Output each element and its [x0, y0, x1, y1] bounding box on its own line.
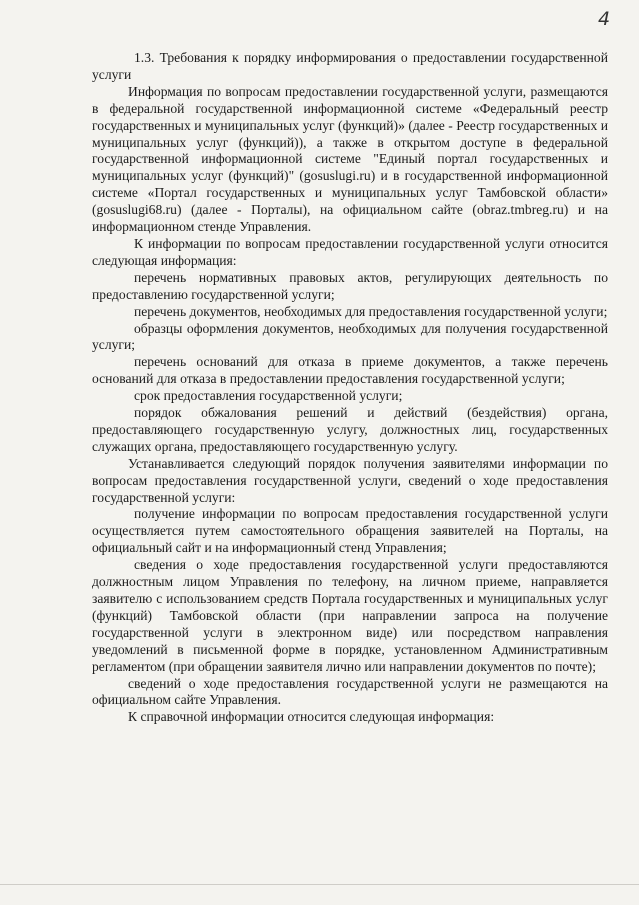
list-item-obtaining-info: получение информации по вопросам предоставления государственной услуги осуществляется путем самостоятельного обращения заявителей на Порталы, на официальный сайт и на информационный стенд Управления;	[92, 506, 608, 556]
paragraph-procedure-intro: Устанавливается следующий порядок получения заявителями информации по вопросам предоставления государственной услуги, сведений о ходе предоставления государственной услуги:	[92, 455, 608, 505]
paragraph-info-list-intro: К информации по вопросам предоставлении государственной услуги относится следующая информация:	[92, 235, 608, 268]
list-item-documents: перечень документов, необходимых для предоставления государственной услуги;	[134, 303, 608, 319]
list-item-normative-acts: перечень нормативных правовых актов, регулирующих деятельность по предоставлению государственной услуги;	[92, 269, 608, 302]
scan-edge-line	[0, 884, 639, 885]
list-item-appeal-procedure: порядок обжалования решений и действий (бездействия) органа, предоставляющего государственную услугу, должностных лиц, государственных служащих органа, предоставляющего государственную услугу.	[92, 405, 608, 454]
list-item-not-published: сведений о ходе предоставления государственной услуги не размещаются на официальном сайте Управления.	[92, 675, 608, 708]
document-body	[92, 50, 608, 726]
paragraph-reference-info: К справочной информации относится следующая информация:	[128, 709, 495, 725]
list-item-refusal-grounds: перечень оснований для отказа в приеме документов, а также перечень оснований для отказа в предоставлении предоставления государственной услуги;	[92, 354, 608, 387]
paragraph-info-placement: Информация по вопросам предоставлении государственной услуги, размещаются в федеральной государственной информационной системе «Федеральный реестр государственных и муниципальных услуг (функций)» (далее - Реестр государственных и муниципальных услуг (функций)), а также в открытом доступе в федеральной государственной информационной системе "Единый портал государственных и муниципальных услуг (функций)" (gosuslugi.ru) и в государственной информационной системе «Портал государственных и муниципальных услуг Тамбовской области» (gosuslugi68.ru) (далее - Порталы), на официальном сайте (obraz.tmbreg.ru) и на информационном стенде Управления.	[92, 83, 608, 235]
list-item-document-samples: образцы оформления документов, необходимых для получения государственной услуги;	[92, 320, 608, 353]
list-item-progress-info: сведения о ходе предоставления государственной услуги предоставляются должностным лицом Управления по телефону, на личном приеме, направляется заявителю с использованием средств Портала государственных и муниципальных услуг (функций) Тамбовской области (при направлении запроса на получение государственной услуги в электронном виде) или посредством направления уведомлений в письменной форме в порядке, установленном Административным регламентом (при обращении заявителя лично или направлении документов по почте);	[92, 557, 608, 674]
list-item-service-term: срок предоставления государственной услуги;	[134, 388, 403, 404]
section-heading: 1.3. Требования к порядку информирования о предоставлении государственной услуги	[92, 50, 608, 82]
page-number: 4	[598, 8, 611, 30]
